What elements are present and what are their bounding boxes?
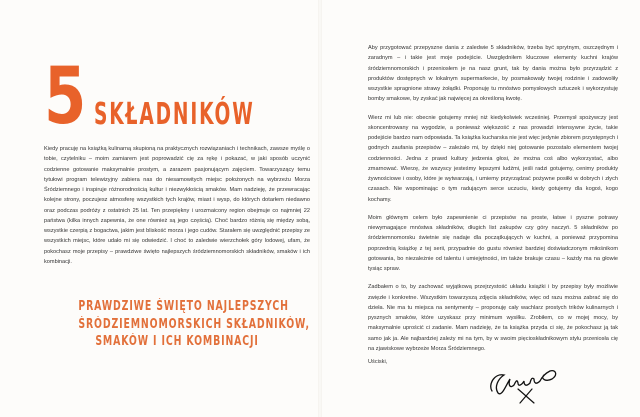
- signature-icon: [484, 355, 564, 405]
- paragraph: Aby przygotować przepyszne dania z zaledwie 5 składników, trzeba być sprytnym, oszczędnym i zaradnym – i takie jest moje podejście. Uwzględniłem kluczowe elementy kuchni krajów śródziemnomorskich i przeniosłem je na nasz grunt, tak by dania można było przyrządzić z produktów dostępnych w lokalnym supermarkecie, by posmakowały twojej rodzinie i zadowoliły wszystkie spragnione strawy żołądki. Proponuję tu mnóstwo pomysłowych sztuczek i wykorzystuję bomby smakowe, by zyskać jak najwięcej za określoną kwotę.: [368, 45, 618, 103]
- pull-quote-line: SMAKÓW I ICH KOMBINACJI: [95, 334, 259, 349]
- title-word: SKŁADNIKÓW: [94, 97, 255, 132]
- pull-quote-line: PRAWDZIWE ŚWIĘTO NAJLEPSZYCH: [78, 299, 289, 314]
- pull-quote-line: ŚRÓDZIEMNOMORSKICH SKŁADNIKÓW,: [78, 316, 310, 332]
- paragraph: Wierz mi lub nie: obecnie gotujemy mniej niż kiedykolwiek wcześniej. Przemysł spożywczy jest skoncentrowany na wygodzie, a ponieważ większość z nas prowadzi intensywne życie, takie podejście bardzo nam odpowiada. Ta książka kucharska nie jest więc jedynie zbiorem przystępnych i godnych zaufania przepisów – zależało mi, by dzięki niej gotowanie pozostało elementem twojej codzienności. Jedna z prawd kultury jedzenia głosi, że można coś albo wykorzystać, albo zmarnować. Wierzę, że wszyscy jesteśmy lepszymi ludźmi, jeśli radzi gotujemy, cenimy produkty żywnościowe i osoby, które je wytwarzają, i umiemy przyrządzać pożywne posiłki w dobrych i złych czasach. Nie wspominając o tym radującym serce uczuciu, kiedy gotujemy dla kogoś, kogo kochamy.: [368, 114, 618, 203]
- intro-paragraph: Kiedy pracuję na książką kulinarną skupioną na praktycznych rozwiązaniach i technikach, zawsze myślę o tobie, czytelniku – moim zamiarem jest poprowadzić cię za rękę i pokazać, w jaki sposób uczynić codzienne gotowanie maksymalnie prostym, a zarazem pasjonującym zajęciem. Towarzyszący temu tytułowi program telewizyjny zabiera nas do niesamowitych miejsc położonych na wybrzeżu Morza Śródziemnego i inspiruje różnorodnością kultur i niezwykłością smaków. Mam nadzieję, że przewracając kolejne strony, poczujesz atmosferę wszystkich tych krajów, miast i wysp, do których dotarłem niedawno oraz podczas podróży z ostatnich 25 lat. Ten przepiękny i urozmaicony region obejmuje co najmniej 22 państwa (kilka innych zapewnia, że one również są jego częścią). Choć bardzo różnią się między sobą, wszystkie czerpią z bogactwa, jakim jest bliskość morza i jego cudów. Starałem się uwzględnić przepisy ze wszystkich miejsc, które udało mi się odwiedzić. I choć to zaledwie wierzchołek góry lodowej, ufam, że pokochasz moje przepisy – prawdziwe święto najlepszych śródziemnomorskich składników, smaków i ich kombinacji.: [44, 146, 310, 265]
- paragraph: Zadbałem o to, by zachować wyjątkową przejrzystość układu książki i by przepisy były możliwie zwięzłe i konkretne. Wszystkim towarzyszą zdjęcia składników, więc od razu można zabrać się do dzieła. Nie ma tu miejsca na sentymenty – proponuję cały wachlarz prostych trików kulinarnych i pysznych smaków, które uzyskasz przy minimum wysiłku. Zrobiłem, co w mojej mocy, by maksymalnie uprościć ci zadanie. Mam nadzieję, że ta książka przyda ci się, że pokochasz ją tak samo jak ja. Ale najbardziej zależy mi na tym, by w swoim pięcioskładnikowym stylu przeniosła cię na zjawiskowe wybrzeże Morza Śródziemnego.: [368, 284, 618, 352]
- chapter-title: [44, 50, 353, 142]
- right-page: [320, 0, 640, 417]
- title-number: 5: [44, 52, 87, 142]
- pull-quote: [40, 298, 314, 351]
- paragraph: Moim głównym celem było zapewnienie ci przepisów na proste, łatwe i pyszne potrawy niewymagające mnóstwa składników, długich list zakupów czy góry naczyń. 5 składników po śródziemnomorsku świetnie się nadaje dla początkujących w kuchni, a ponieważ przypomina poprzednią książkę z tej serii, przypadnie do gustu również bardziej doświadczonym miłośnikom gotowania, bo niezależnie od talentu i umiejętności, im także brakuje czasu – każdy ma na głowie tysiąc spraw.: [368, 214, 618, 272]
- right-body: [368, 43, 618, 362]
- signoff: Uściski,: [368, 359, 388, 365]
